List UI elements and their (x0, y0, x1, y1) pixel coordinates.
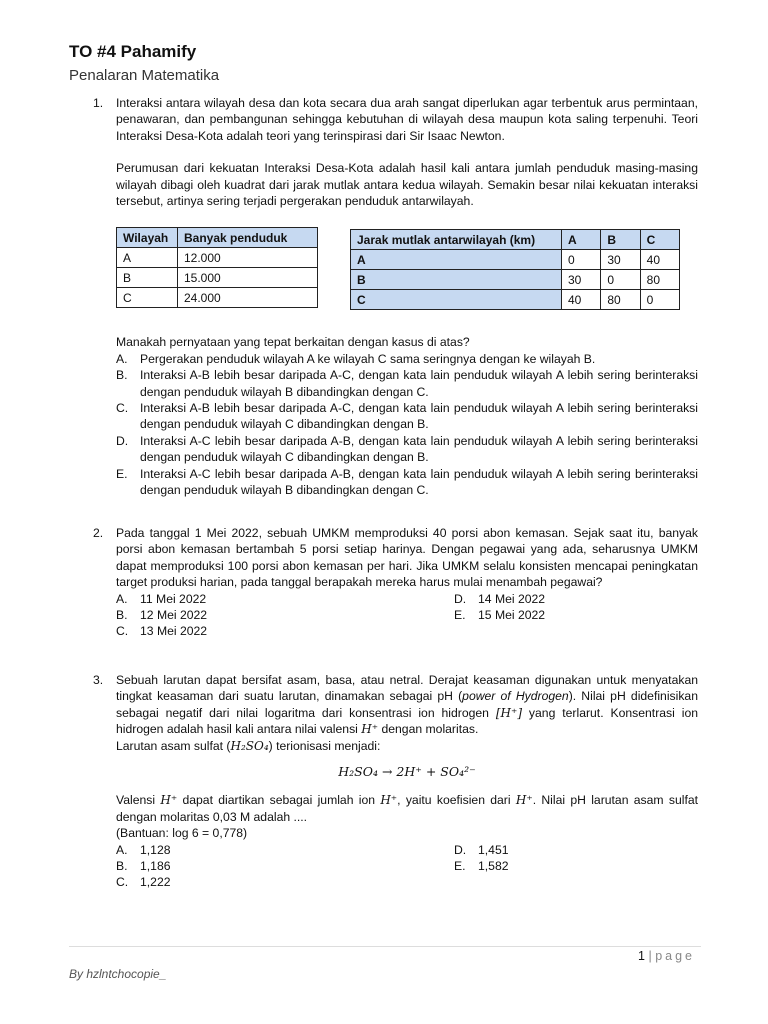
table-cell: 0 (601, 270, 640, 290)
table-cell: 24.000 (178, 288, 318, 308)
option-letter: D. (454, 591, 467, 606)
table-cell: 40 (640, 250, 679, 270)
table-row (351, 270, 680, 290)
option-text: 11 Mei 2022 (140, 591, 207, 606)
table-row (117, 248, 318, 268)
option-d[interactable] (454, 842, 509, 858)
table-cell: 0 (562, 250, 601, 270)
option-text: 1,222 (140, 875, 171, 890)
question-2 (93, 525, 698, 640)
option-text: 12 Mei 2022 (140, 608, 208, 623)
text: , yaitu koefisien dari (397, 793, 516, 808)
table-cell: 12.000 (178, 248, 318, 268)
option-letter: C. (116, 401, 129, 416)
table-cell: 0 (640, 290, 679, 310)
option-text: Interaksi A-C lebih besar daripada A-B, dengan kata lain penduduk wilayah A lebih sering berinteraksi dengan penduduk wilayah B dibandingkan dengan C. (140, 466, 698, 498)
option-text: Interaksi A-C lebih besar daripada A-B, dengan kata lain penduduk wilayah A lebih sering berinteraksi dengan penduduk wilayah C dibandingkan dengan B. (140, 433, 698, 465)
option-b[interactable] (116, 367, 698, 400)
text: Larutan asam sulfat ( (116, 738, 231, 753)
option-text: 1,128 (140, 842, 171, 857)
option-text: Interaksi A-B lebih besar daripada A-C, dengan kata lain penduduk wilayah A lebih sering berinteraksi dengan penduduk wilayah C dibandingkan dengan B. (140, 401, 698, 432)
option-e[interactable] (116, 466, 698, 499)
math-hydrogen-concentration: [H⁺] (495, 705, 523, 720)
paragraph (116, 738, 698, 754)
option-text: 1,186 (140, 859, 171, 874)
option-letter: E. (454, 608, 466, 623)
option-text: 15 Mei 2022 (478, 608, 546, 623)
option-b[interactable] (116, 858, 454, 874)
table-row (351, 250, 680, 270)
text: dengan molaritas. (378, 722, 479, 737)
math-h-ion: H⁺ (160, 793, 178, 808)
math-sulfuric-acid: H₂SO₄ (230, 738, 269, 753)
table-cell: B (351, 270, 562, 290)
option-a[interactable] (116, 591, 454, 607)
question-prompt: Manakah pernyataan yang tepat berkaitan dengan kasus di atas? (116, 335, 470, 350)
table-header: C (640, 230, 679, 250)
table-cell: C (117, 288, 178, 308)
option-b[interactable] (116, 607, 454, 623)
option-letter: A. (116, 351, 128, 366)
option-e[interactable] (454, 607, 545, 623)
option-letter: A. (116, 842, 128, 857)
option-text: Interaksi A-B lebih besar daripada A-C, dengan kata lain penduduk wilayah A lebih sering berinteraksi dengan penduduk wilayah B dibandingkan dengan C. (140, 368, 698, 399)
document-subtitle: Penalaran Matematika (69, 67, 220, 84)
option-c[interactable] (116, 400, 698, 433)
paragraph (116, 672, 698, 738)
page-num: 1 (638, 949, 645, 963)
option-d[interactable] (454, 591, 545, 607)
text: dapat diartikan sebagai jumlah ion (177, 793, 381, 808)
option-letter: A. (116, 591, 128, 606)
italic-text: power of Hydrogen (462, 689, 569, 704)
table-header: Wilayah (117, 228, 178, 248)
table-header: Jarak mutlak antarwilayah (km) (351, 230, 562, 250)
question-1 (93, 95, 698, 499)
option-c[interactable] (116, 874, 454, 890)
question-number: 2. (93, 526, 104, 540)
option-e[interactable] (454, 858, 509, 874)
option-letter: B. (116, 368, 128, 383)
table-cell: B (117, 268, 178, 288)
table-cell: 80 (640, 270, 679, 290)
option-letter: C. (116, 875, 129, 890)
table-row (351, 290, 680, 310)
author-credit: By hzlntchocopie_ (69, 967, 167, 981)
option-letter: C. (116, 624, 129, 639)
population-table (116, 227, 318, 308)
text: ). Nilai pH didefinisikan sebagai negatif dari nilai logaritma dari konsentrasi ion hidrogen (116, 689, 698, 720)
option-letter: E. (454, 859, 466, 874)
option-a[interactable] (116, 351, 698, 367)
table-cell: A (117, 248, 178, 268)
table-row (117, 268, 318, 288)
text: yang terlarut. Konsentrasi ion hidrogen adalah hasil kali antara nilai valensi (116, 705, 698, 737)
text: Valensi (116, 793, 161, 808)
page-number (638, 948, 695, 964)
option-letter: B. (116, 859, 128, 874)
question-3 (93, 672, 698, 891)
option-a[interactable] (116, 842, 454, 858)
document-title: TO #4 Pahamify (69, 42, 197, 61)
table-cell: 80 (601, 290, 640, 310)
table-cell: 30 (562, 270, 601, 290)
math-h-ion: H⁺ (515, 793, 533, 808)
text: . Nilai pH larutan asam sulfat dengan molaritas 0,03 M adalah .... (116, 793, 698, 824)
option-c[interactable] (116, 623, 454, 639)
option-text: 1,582 (478, 859, 509, 874)
option-letter: E. (116, 466, 128, 481)
table-row (117, 288, 318, 308)
table-cell: 30 (601, 250, 640, 270)
distance-table (350, 229, 680, 310)
table-cell: C (351, 290, 562, 310)
ionization-equation: H₂SO₄ → 2H⁺ + SO₄²⁻ (338, 764, 476, 780)
option-text: 14 Mei 2022 (478, 591, 546, 606)
text: ) terionisasi menjadi: (268, 738, 381, 753)
paragraph: Pada tanggal 1 Mei 2022, sebuah UMKM memproduksi 40 porsi abon kemasan. Sejak saat itu, banyak porsi abon kemasan bertambah 5 porsi setiap harinya. Dengan pegawai yang ada, seharusnya UMKM dapat memproduksi 100 porsi abon kemasan per hari. Jika UMKM selalu konsisten mencapai peningkatan target produksi harian, pada tanggal berapakah mereka harus mulai menambah pegawai? (116, 526, 698, 590)
math-h-ion: H⁺ (361, 722, 379, 737)
table-header: Banyak penduduk (178, 228, 318, 248)
option-letter: D. (116, 433, 129, 448)
hint: (Bantuan: log 6 = 0,778) (116, 826, 248, 841)
option-text: 13 Mei 2022 (140, 624, 208, 639)
table-cell: A (351, 250, 562, 270)
table-cell: 15.000 (178, 268, 318, 288)
paragraph: Perumusan dari kekuatan Interaksi Desa-Kota adalah hasil kali antara jumlah penduduk masing-masing wilayah dibagi oleh kuadrat dari jarak mutlak antara kedua wilayah. Semakin besar nilai kekuatan interaksi tersebut, artinya sering terjadi pergerakan penduduk antarwilayah. (116, 161, 698, 209)
page-word: page (655, 949, 695, 963)
paragraph (116, 792, 698, 825)
math-h-ion: H⁺ (380, 793, 398, 808)
table-cell: 40 (562, 290, 601, 310)
table-header: A (562, 230, 601, 250)
footer-divider (69, 946, 701, 947)
question-number: 3. (93, 673, 104, 687)
question-number: 1. (93, 96, 104, 110)
option-d[interactable] (116, 433, 698, 466)
option-text: 1,451 (478, 842, 509, 857)
table-header: B (601, 230, 640, 250)
option-letter: D. (454, 842, 467, 857)
text: Sebuah larutan dapat bersifat asam, basa, atau netral. Derajat keasaman digunakan untuk menyatakan tingkat keasaman dari suatu larutan, dinamakan sebagai pH ( (116, 673, 698, 704)
paragraph: Interaksi antara wilayah desa dan kota secara dua arah sangat diperlukan agar terbentuk arus permintaan, penawaran, dan pembangunan sehingga kebutuhan di wilayah desa maupun kota saling terpenuhi. Teori Interaksi Desa-Kota adalah teori yang terinspirasi dari Sir Isaac Newton. (116, 96, 698, 143)
option-letter: B. (116, 608, 128, 623)
option-text: Pergerakan penduduk wilayah A ke wilayah C sama seringnya dengan ke wilayah B. (140, 351, 596, 366)
page-separator: | (644, 949, 656, 963)
